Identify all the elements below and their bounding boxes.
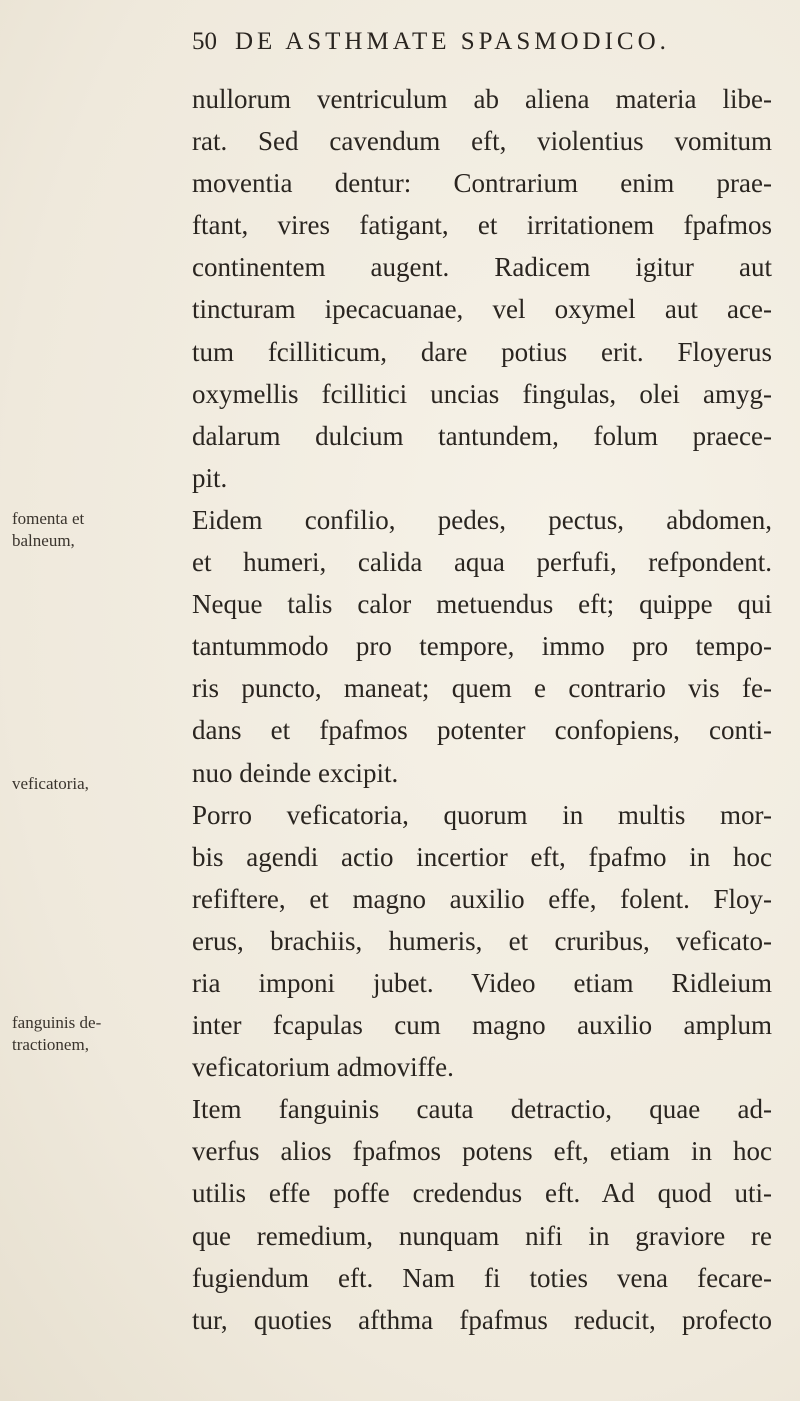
text-line: refiftere, et magno auxilio effe, folent. Floy- <box>192 883 772 914</box>
page-number: 50 <box>192 28 217 55</box>
text-line: tum fcilliticum, dare potius erit. Floyerus <box>192 336 772 367</box>
text-line: utilis effe poffe credendus eft. Ad quod uti- <box>192 1178 772 1209</box>
text-line: tantummodo pro tempore, immo pro tempo- <box>192 631 772 662</box>
text-line: et humeri, calida aqua perfufi, refpondent. <box>192 547 772 578</box>
text-line: Neque talis calor metuendus eft; quippe qui <box>192 589 772 620</box>
text-line: verfus alios fpafmos potens eft, etiam in hoc <box>192 1136 772 1167</box>
body-text <box>192 78 772 1341</box>
margin-note-fomenta: fomenta et balneum, <box>12 509 85 550</box>
text-line: tur, quoties afthma fpafmus reducit, profecto <box>192 1304 772 1335</box>
text-line: Item fanguinis cauta detractio, quae ad- <box>192 1094 772 1125</box>
text-line: ria imponi jubet. Video etiam Ridleium <box>192 967 772 998</box>
text-line: dalarum dulcium tantundem, folum praece- <box>192 420 772 451</box>
running-header <box>192 28 670 56</box>
text-line: oxymellis fcillitici uncias fingulas, olei amyg- <box>192 378 772 409</box>
text-line: Porro veficatoria, quorum in multis mor- <box>192 799 772 830</box>
text-line: tincturam ipecacuanae, vel oxymel aut ace- <box>192 294 772 325</box>
text-line: nullorum ventriculum ab aliena materia libe- <box>192 84 772 114</box>
text-line: que remedium, nunquam nifi in graviore re <box>192 1220 772 1251</box>
text-line: bis agendi actio incertior eft, fpafmo in hoc <box>192 841 772 872</box>
text-line: moventia dentur: Contrarium enim prae- <box>192 168 772 199</box>
margin-note-fanguinis: fanguinis de- tractionem, <box>12 1013 102 1054</box>
text-line: pit. <box>192 462 228 493</box>
text-line: erus, brachiis, humeris, et cruribus, veficato- <box>192 925 772 956</box>
text-line: dans et fpafmos potenter confopiens, conti- <box>192 715 772 746</box>
text-line: continentem augent. Radicem igitur aut <box>192 252 772 283</box>
margin-note-veficatoria: veficatoria, <box>12 774 89 793</box>
text-line: ftant, vires fatigant, et irritationem fpafmos <box>192 210 772 241</box>
text-line: nuo deinde excipit. <box>192 757 399 788</box>
text-line: inter fcapulas cum magno auxilio amplum <box>192 1010 772 1041</box>
text-line: fugiendum eft. Nam fi toties vena fecare- <box>192 1262 772 1293</box>
text-line: rat. Sed cavendum eft, violentius vomitum <box>192 126 772 157</box>
text-line: Eidem confilio, pedes, pectus, abdomen, <box>192 504 772 535</box>
text-line: veficatorium admoviffe. <box>192 1052 454 1083</box>
text-line: ris puncto, maneat; quem e contrario vis fe- <box>192 673 772 704</box>
running-title: DE ASTHMATE SPASMODICO. <box>235 28 670 55</box>
